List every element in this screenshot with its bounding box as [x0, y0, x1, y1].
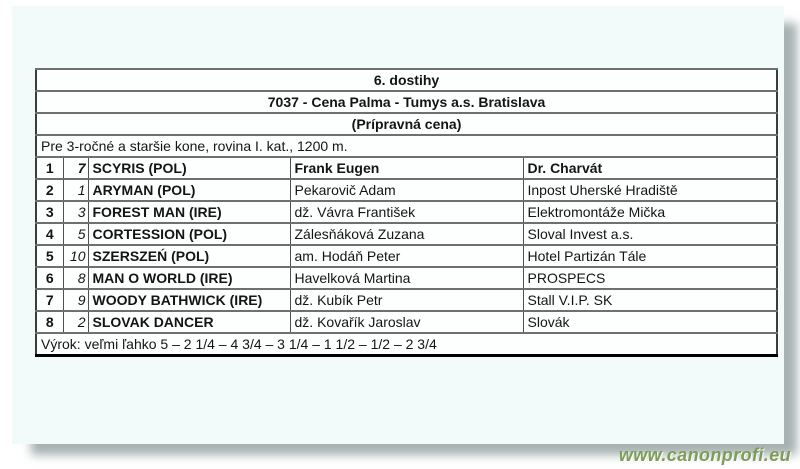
owner-cell: Sloval Invest a.s. [523, 223, 777, 245]
place-cell: 5 [36, 245, 63, 267]
race-number-row [36, 69, 777, 91]
race-results-table [35, 68, 778, 357]
result-row [36, 179, 777, 201]
jockey-cell: Pekarovič Adam [290, 179, 523, 201]
result-row [36, 289, 777, 311]
horse-name-cell: CORTESSION (POL) [88, 223, 290, 245]
owner-cell: Slovák [523, 311, 777, 333]
verdict-text: Výrok: veľmi ľahko 5 – 2 1/4 – 4 3/4 – 3 1/4 – 1 1/2 – 1/2 – 2 3/4 [36, 333, 777, 356]
result-row [36, 223, 777, 245]
place-cell: 1 [36, 157, 63, 179]
race-subtitle: (Prípravná cena) [36, 113, 777, 135]
horse-name-cell: SLOVAK DANCER [88, 311, 290, 333]
start-number-cell: 5 [63, 223, 88, 245]
result-row [36, 245, 777, 267]
result-row [36, 157, 777, 179]
race-subtitle-row [36, 113, 777, 135]
place-cell: 4 [36, 223, 63, 245]
jockey-cell: dž. Vávra František [290, 201, 523, 223]
horse-name-cell: FOREST MAN (IRE) [88, 201, 290, 223]
race-title-row [36, 91, 777, 113]
horse-name-cell: SZERSZEŃ (POL) [88, 245, 290, 267]
document-page [12, 6, 784, 444]
horse-name-cell: MAN O WORLD (IRE) [88, 267, 290, 289]
start-number-cell: 10 [63, 245, 88, 267]
place-cell: 7 [36, 289, 63, 311]
owner-cell: Elektromontáže Mička [523, 201, 777, 223]
place-cell: 8 [36, 311, 63, 333]
owner-cell: PROSPECS [523, 267, 777, 289]
result-row [36, 201, 777, 223]
race-number: 6. dostihy [36, 69, 777, 91]
jockey-cell: Havelková Martina [290, 267, 523, 289]
start-number-cell: 3 [63, 201, 88, 223]
start-number-cell: 2 [63, 311, 88, 333]
owner-cell: Inpost Uherské Hradiště [523, 179, 777, 201]
race-conditions: Pre 3-ročné a staršie kone, rovina I. kat., 1200 m. [36, 135, 777, 157]
verdict-row [36, 333, 777, 356]
owner-cell: Dr. Charvát [523, 157, 777, 179]
owner-cell: Hotel Partizán Tále [523, 245, 777, 267]
jockey-cell: am. Hodáň Peter [290, 245, 523, 267]
start-number-cell: 1 [63, 179, 88, 201]
watermark-link[interactable]: www.canonprofi.eu [618, 445, 791, 465]
start-number-cell: 8 [63, 267, 88, 289]
owner-cell: Stall V.I.P. SK [523, 289, 777, 311]
jockey-cell: Zálesňáková Zuzana [290, 223, 523, 245]
result-row [36, 311, 777, 333]
horse-name-cell: ARYMAN (POL) [88, 179, 290, 201]
horse-name-cell: WOODY BATHWICK (IRE) [88, 289, 290, 311]
jockey-cell: dž. Kovařík Jaroslav [290, 311, 523, 333]
start-number-cell: 9 [63, 289, 88, 311]
place-cell: 2 [36, 179, 63, 201]
place-cell: 6 [36, 267, 63, 289]
place-cell: 3 [36, 201, 63, 223]
result-row [36, 267, 777, 289]
jockey-cell: Frank Eugen [290, 157, 523, 179]
jockey-cell: dž. Kubík Petr [290, 289, 523, 311]
horse-name-cell: SCYRIS (POL) [88, 157, 290, 179]
race-title: 7037 - Cena Palma - Tumys a.s. Bratislava [36, 91, 777, 113]
start-number-cell: 7 [63, 157, 88, 179]
race-conditions-row [36, 135, 777, 157]
